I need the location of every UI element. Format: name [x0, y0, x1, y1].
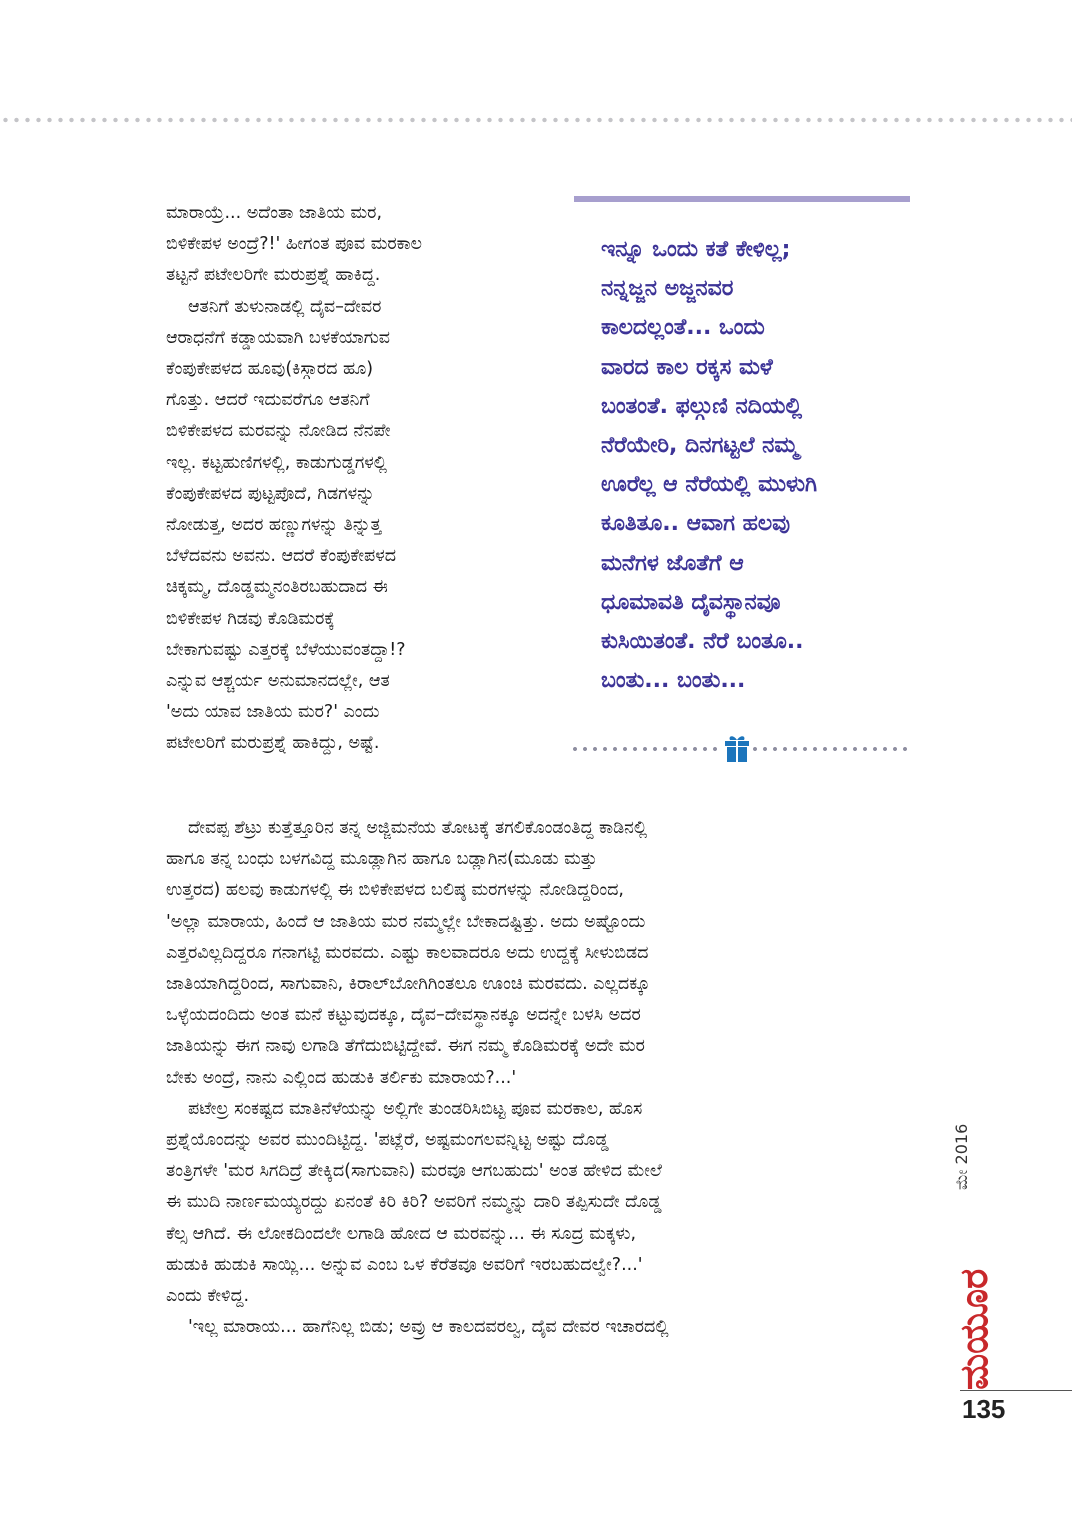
text-line: ತಂತ್ರಿಗಳೇ 'ಮರ ಸಿಗದಿದ್ರೆ ತೇಕ್ಕಿದ(ಸಾಗುವಾನಿ) ಮರವೂ ಆಗಬಹುದು' ಅಂತ ಹೇಳಿದ ಮೇಲೆ — [166, 1161, 662, 1182]
text-line: ಬೇಕಾಗುವಷ್ಟು ಎತ್ತರಕ್ಕೆ ಬೆಳೆಯುವಂತದ್ದಾ!? — [166, 639, 406, 660]
pull-quote — [601, 230, 921, 700]
text-line: ಹುಡುಕಿ ಹುಡುಕಿ ಸಾಯ್ಲಿ... ಅನ್ನುವ ಎಂಬ ಒಳ ಕೆರೆತವೂ ಅವರಿಗೆ ಇರಬಹುದಲ್ವೇ?...' — [166, 1254, 643, 1275]
text-line: ಕೆಂಪುಕೇಪಳದ ಪುಟ್ಟಪೊದೆ, ಗಿಡಗಳನ್ನು — [166, 483, 375, 504]
text-line: ಎಂದು ಕೇಳಿದ್ದ. — [166, 1286, 250, 1307]
text-line: ಚಿಕ್ಕಮ್ಮ, ದೊಡ್ಡಮ್ಮನಂತಿರಬಹುದಾದ ಈ — [166, 577, 388, 598]
text-line: ಎತ್ತರವಿಲ್ಲದಿದ್ದರೂ ಗನಾಗಟ್ಟಿ ಮರವದು. ಎಷ್ಟು ಕಾಲವಾದರೂ ಅದು ಉದ್ದಕ್ಕೆ ಸೀಳುಬಿಡದ — [166, 942, 649, 963]
pull-quote-line: ಮನೆಗಳ ಜೊತೆಗೆ ಆ — [601, 550, 744, 576]
magazine-logo: ಮಯೂರ — [952, 1268, 996, 1390]
text-line: ಪ್ರಶ್ನೆಯೊಂದನ್ನು ಅವರ ಮುಂದಿಟ್ಟಿದ್ದ. 'ಪಟ್ಲೆರೆ, ಅಷ್ಟಮಂಗಲವನ್ನಿಟ್ಟ ಅಷ್ಟು ದೊಡ್ಡ — [166, 1130, 609, 1151]
text-line: ಕೆಂಪುಕೇಪಳದ ಹೂವು(ಕಿಸ್ಗಾರದ ಹೂ) — [166, 359, 374, 380]
full-width-text — [166, 813, 911, 1343]
text-line: ಉತ್ತರದ) ಹಲವು ಕಾಡುಗಳಲ್ಲಿ ಈ ಬಿಳಿಕೇಪಳದ ಬಲಿಷ್ಠ ಮರಗಳನ್ನು ನೋಡಿದ್ದರಿಂದ, — [166, 880, 624, 901]
pull-quote-line: ಇನ್ನೂ ಒಂದು ಕತೆ ಕೇಳಿಲ್ಲ; — [601, 237, 791, 262]
text-line: ಜಾತಿಯನ್ನು ಈಗ ನಾವು ಲಗಾಡಿ ತೆಗೆದುಬಿಟ್ಟಿದ್ದೇವೆ. ಈಗ ನಮ್ಮ ಕೊಡಿಮರಕ್ಕೆ ಅದೇ ಮರ — [166, 1036, 645, 1057]
pull-quote-line: ಕುಸಿಯಿತಂತೆ. ನೆರೆ ಬಂತೂ.. — [601, 629, 804, 655]
pull-quote-line: ಧೂಮಾವತಿ ದೈವಸ್ಥಾನವೂ — [601, 589, 781, 615]
folio-rule — [960, 1390, 1072, 1391]
text-line: ಬೇಕು ಅಂದ್ರೆ, ನಾನು ಎಲ್ಲಿಂದ ಹುಡುಕಿ ತರ್ಲಿಕು ಮಾರಾಯ?...' — [166, 1067, 517, 1088]
pull-quote-line: ಬಂತಂತೆ. ಫಲ್ಗುಣಿ ನದಿಯಲ್ಲಿ — [601, 393, 803, 419]
text-line: 'ಅದು ಯಾವ ಜಾತಿಯ ಮರ?' ಎಂದು — [166, 702, 380, 723]
top-dotted-border — [0, 116, 1072, 124]
text-line: ಬೆಳೆದವನು ಅವನು. ಆದರೆ ಕೆಂಪುಕೇಪಳದ — [166, 546, 397, 567]
page-number: 135 — [962, 1394, 1006, 1424]
text-line: 'ಅಲ್ಲಾ ಮಾರಾಯ, ಹಿಂದೆ ಆ ಜಾತಿಯ ಮರ ನಮ್ಮಲ್ಲೇ ಬೇಕಾದಷ್ಟಿತ್ತು. ಅದು ಅಷ್ಟೊಂದು — [166, 911, 646, 932]
text-line: ಗೊತ್ತು. ಆದರೆ ಇದುವರೆಗೂ ಆತನಿಗೆ — [166, 390, 370, 411]
text-line: ಜಾತಿಯಾಗಿದ್ದರಿಂದ, ಸಾಗುವಾನಿ, ಕಿರಾಲ್‌ಬೋಗಿಗಿಂತಲೂ ಊಂಚಿ ಮರವದು. ಎಲ್ಲದಕ್ಕೂ — [166, 974, 650, 995]
text-line: ಬಿಳಿಕೇಪಳ ಗಿಡವು ಕೊಡಿಮರಕ್ಕೆ — [166, 608, 335, 629]
text-line: 'ಇಲ್ಲ ಮಾರಾಯ... ಹಾಗೆನಿಲ್ಲ ಬಿಡು; ಅವ್ರು ಆ ಕಾಲದವರಲ್ವ, ದೈವ ದೇವರ ಇಚಾರದಲ್ಲಿ — [188, 1317, 669, 1338]
pull-quote-line: ನನ್ನಜ್ಜನ ಅಜ್ಜನವರ — [601, 276, 734, 302]
text-line: ದೇವಪ್ಪ ಶೆಟ್ರು ಕುತ್ತೆತ್ತೂರಿನ ತನ್ನ ಅಜ್ಜಿಮನೆಯ ತೋಟಕ್ಕೆ ತಗಲಿಕೊಂಡಂತಿದ್ದ ಕಾಡಿನಲ್ಲಿ — [188, 818, 648, 838]
pull-quote-line: ಕೂತಿತೂ.. ಆವಾಗ ಹಲವು — [601, 511, 791, 537]
pull-quote-line: ಊರೆಲ್ಲ ಆ ನೆರೆಯಲ್ಲಿ ಮುಳುಗಿ — [601, 472, 818, 498]
text-line: ಕೆಲ್ಸ ಆಗಿದೆ. ಈ ಲೋಕದಿಂದಲೇ ಲಗಾಡಿ ಹೋದ ಆ ಮರವನ್ನು... ಈ ಸೂದ್ರ ಮಕ್ಕಳು, — [166, 1223, 637, 1244]
text-line: ಆತನಿಗೆ ತುಳುನಾಡಲ್ಲಿ ದೈವ–ದೇವರ — [188, 296, 382, 317]
text-line: ಈ ಮುದಿ ನಾರ್ಣಮಯ್ಯರದ್ದು ಏನಂತೆ ಕಿರಿ ಕಿರಿ? ಅವರಿಗೆ ನಮ್ಮನ್ನು ದಾರಿ ತಪ್ಪಿಸುದೇ ದೊಡ್ಡ — [166, 1192, 662, 1213]
text-line: ತಟ್ಟನೆ ಪಟೇಲರಿಗೇ ಮರುಪ್ರಶ್ನೆ ಹಾಕಿದ್ದ. — [166, 265, 381, 286]
text-line: ಪಟೇಲರಿಗೆ ಮರುಪ್ರಶ್ನೆ ಹಾಕಿದ್ದು, ಅಷ್ಟೆ. — [166, 733, 380, 754]
text-line: ಆರಾಧನೆಗೆ ಕಡ್ಡಾಯವಾಗಿ ಬಳಕೆಯಾಗುವ — [166, 327, 391, 348]
text-line: ಒಳ್ಳೆಯದಂದಿದು ಅಂತ ಮನೆ ಕಟ್ಟುವುದಕ್ಕೂ, ದೈವ–ದೇವಸ್ಥಾನಕ್ಕೂ ಅದನ್ನೇ ಬಳಸಿ ಅದರ — [166, 1005, 641, 1026]
pull-quote-line: ವಾರದ ಕಾಲ ರಕ್ಕಸ ಮಳೆ — [601, 354, 773, 380]
text-line: ಪಟೇಲ್ರ ಸಂಕಷ್ಟದ ಮಾತಿನೆಳೆಯನ್ನು ಅಲ್ಲಿಗೇ ತುಂಡರಿಸಿಬಿಟ್ಟ ಪೂವ ಮರಕಾಲ, ಹೊಸ — [188, 1098, 643, 1119]
text-line: ಬಿಳಿಕೇಪಳ ಅಂದ್ರೆ?!' ಹೀಗಂತ ಪೂವ ಮರಕಾಲ — [166, 234, 422, 255]
pull-quote-line: ಬಂತು... ಬಂತು... — [601, 668, 746, 694]
issue-date: ಮೇ 2016 — [952, 1123, 971, 1190]
text-line: ನೋಡುತ್ತ, ಅದರ ಹಣ್ಣುಗಳನ್ನು ತಿನ್ನುತ್ತ — [166, 515, 382, 536]
pull-quote-rule — [574, 196, 910, 202]
left-column-text — [166, 198, 561, 760]
pull-quote-line: ನೆರೆಯೇರಿ, ದಿನಗಟ್ಟಲೆ ನಮ್ಮ — [601, 433, 799, 459]
text-line: ಮಾರಾಯ್ರೆ... ಅದೆಂತಾ ಜಾತಿಯ ಮರ, — [166, 203, 383, 223]
gift-box-icon — [722, 733, 752, 763]
text-line: ಇಲ್ಲ. ಕಟ್ಟಹುಣಿಗಳಲ್ಲಿ, ಕಾಡುಗುಡ್ಡಗಳಲ್ಲಿ — [166, 452, 388, 473]
text-line: ಎನ್ನುವ ಆಶ್ಚರ್ಯ ಅನುಮಾನದಲ್ಲೇ, ಆತ — [166, 671, 390, 692]
section-separator — [570, 733, 912, 763]
text-line: ಹಾಗೂ ತನ್ನ ಬಂಧು ಬಳಗವಿದ್ದ ಮೂಡ್ಲಾಗಿನ ಹಾಗೂ ಬಡ್ಲಾಗಿನ(ಮೂಡು ಮತ್ತು — [166, 849, 598, 870]
text-line: ಬಿಳಿಕೇಪಳದ ಮರವನ್ನು ನೋಡಿದ ನೆನಪೇ — [166, 421, 391, 442]
pull-quote-line: ಕಾಲದಲ್ಲಂತೆ... ಒಂದು — [601, 315, 765, 341]
